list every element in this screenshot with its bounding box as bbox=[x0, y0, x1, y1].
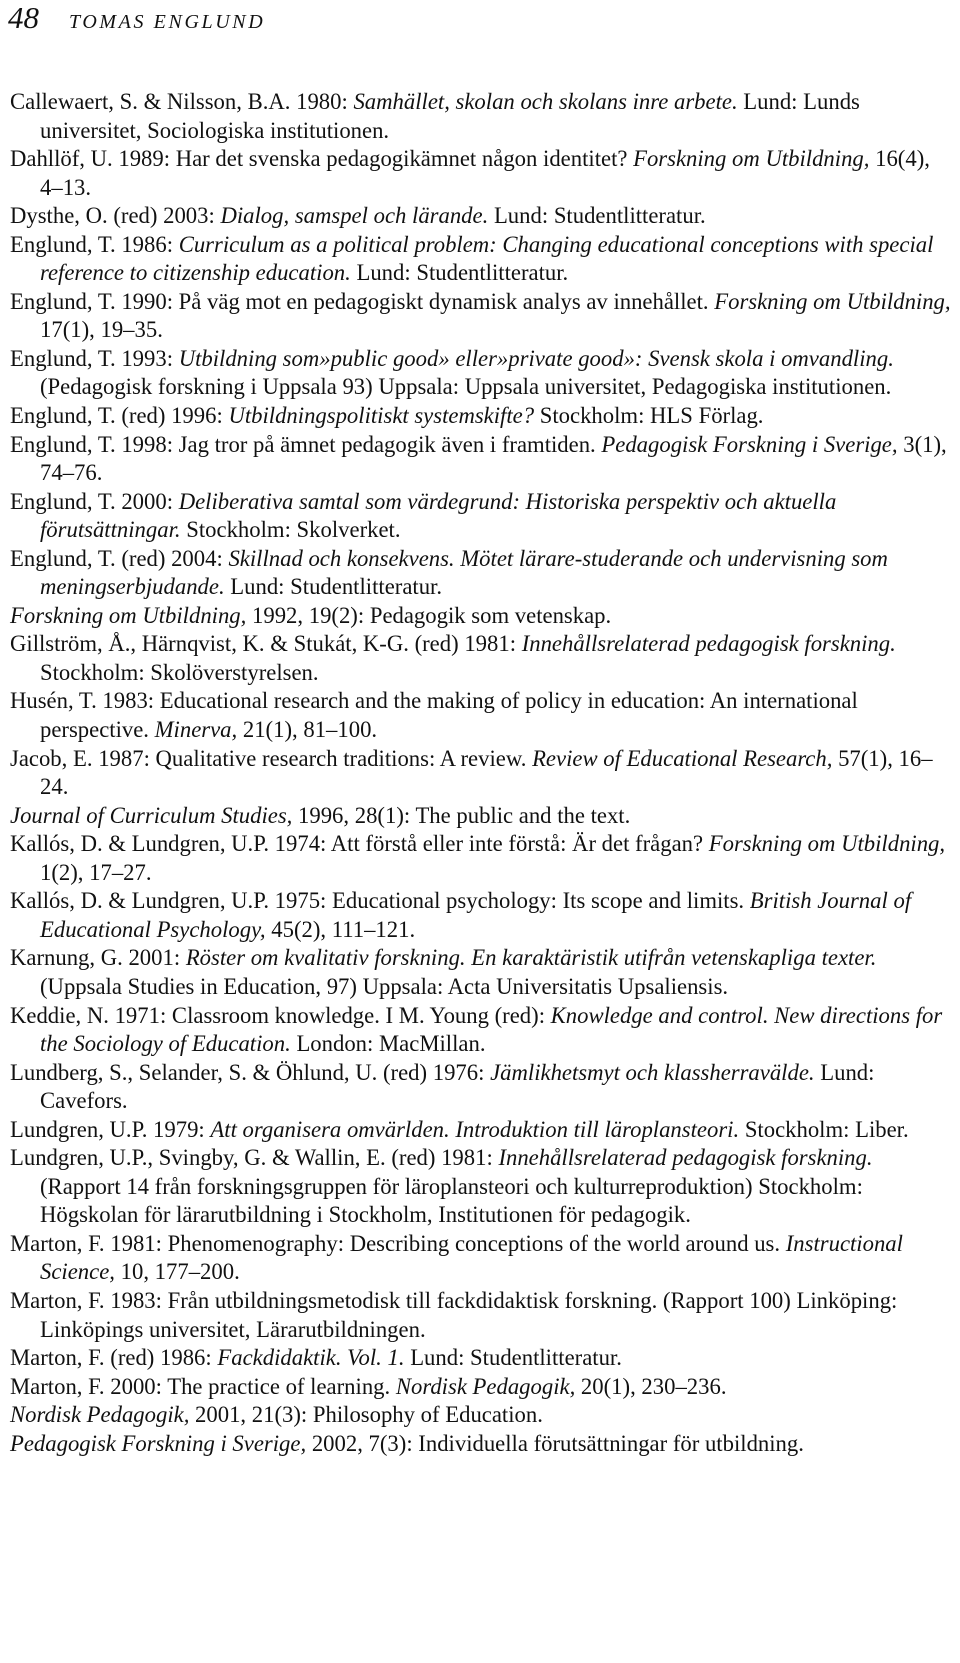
reference-entry bbox=[10, 830, 956, 887]
reference-text: Marton, F. 1983: Från utbildningsmetodisk till fackdidaktisk forskning. (Rapport 100) Linköping: Linköpings universitet, Lärarutbildningen. bbox=[10, 1287, 898, 1342]
reference-entry bbox=[10, 402, 956, 431]
reference-title-italic: Innehållsrelaterad pedagogisk forskning. bbox=[521, 631, 896, 657]
reference-text: 3(1), 74–76. bbox=[40, 431, 947, 486]
reference-title-italic: Forskning om Utbildning, bbox=[714, 288, 951, 314]
reference-title-italic: Forskning om Utbildning, bbox=[10, 602, 247, 628]
reference-text: 1992, 19(2): Pedagogik som vetenskap. bbox=[246, 602, 612, 628]
reference-entry bbox=[10, 745, 956, 802]
reference-title-italic: Jämlikhetsmyt och klassherravälde. bbox=[490, 1059, 815, 1085]
reference-title-italic: Minerva, bbox=[154, 717, 238, 743]
reference-entry bbox=[10, 1287, 956, 1344]
reference-title-italic: Instructional Science, bbox=[40, 1230, 903, 1285]
reference-entry bbox=[10, 602, 956, 631]
reference-text: Englund, T. 1998: Jag tror på ämnet pedagogik även i framtiden. bbox=[10, 431, 602, 457]
page-number: 48 bbox=[8, 0, 39, 35]
reference-title-italic: Pedagogisk Forskning i Sverige, bbox=[601, 431, 898, 457]
reference-text: 21(1), 81–100. bbox=[237, 717, 378, 743]
reference-text: Karnung, G. 2001: bbox=[10, 945, 186, 971]
reference-entry bbox=[10, 145, 956, 202]
reference-text: Stockholm: Skolverket. bbox=[180, 517, 401, 543]
reference-text: Marton, F. 1981: Phenomenography: Describing conceptions of the world around us. bbox=[10, 1230, 786, 1256]
reference-entry bbox=[10, 231, 956, 288]
reference-text: 16(4), 4–13. bbox=[40, 146, 930, 200]
reference-title-italic: Review of Educational Research, bbox=[532, 745, 833, 771]
reference-entry bbox=[10, 687, 956, 744]
reference-title-italic: Pedagogisk Forskning i Sverige, bbox=[10, 1430, 307, 1456]
reference-text: 45(2), 111–121. bbox=[265, 916, 416, 942]
reference-entry bbox=[10, 630, 956, 687]
reference-list bbox=[10, 88, 956, 1458]
reference-entry bbox=[10, 488, 956, 545]
reference-text: 17(1), 19–35. bbox=[40, 317, 163, 343]
reference-text: Keddie, N. 1971: Classroom knowledge. I M. Young (red): bbox=[10, 1002, 551, 1028]
reference-entry bbox=[10, 1373, 956, 1402]
reference-text: Jacob, E. 1987: Qualitative research traditions: A review. bbox=[10, 745, 533, 771]
reference-text: Kallós, D. & Lundgren, U.P. 1974: Att förstå eller inte förstå: Är det frågan? bbox=[10, 831, 709, 857]
reference-text: London: MacMillan. bbox=[290, 1031, 486, 1057]
reference-title-italic: Dialog, samspel och lärande. bbox=[220, 203, 489, 229]
reference-title-italic: Samhället, skolan och skolans inre arbete. bbox=[353, 89, 738, 114]
running-title: TOMAS ENGLUND bbox=[69, 11, 266, 33]
reference-text: 10, 177–200. bbox=[114, 1259, 240, 1285]
reference-text: Marton, F. 2000: The practice of learning. bbox=[10, 1373, 396, 1399]
reference-entry bbox=[10, 431, 956, 488]
reference-text: 1996, 28(1): The public and the text. bbox=[292, 802, 631, 828]
reference-text: Englund, T. (red) 2004: bbox=[10, 545, 229, 571]
running-header bbox=[8, 0, 265, 40]
reference-title-italic: Att organisera omvärlden. Introduktion till läroplansteori. bbox=[210, 1116, 740, 1142]
reference-title-italic: Fackdidaktik. Vol. 1. bbox=[217, 1345, 405, 1371]
reference-entry bbox=[10, 1230, 956, 1287]
reference-text: Lund: Studentlitteratur. bbox=[350, 260, 569, 286]
reference-text: Englund, T. 1990: På väg mot en pedagogiskt dynamisk analys av innehållet. bbox=[10, 288, 715, 314]
reference-title-italic: Skillnad och konsekvens. Mötet lärare-studerande och undervisning som meningserbjudande. bbox=[40, 545, 888, 600]
reference-entry bbox=[10, 1344, 956, 1373]
reference-text: Lund: Lunds universitet, Sociologiska institutionen. bbox=[40, 89, 860, 143]
reference-title-italic: British Journal of Educational Psychology, bbox=[40, 888, 912, 942]
reference-title-italic: Innehållsrelaterad pedagogisk forskning. bbox=[498, 1145, 873, 1171]
reference-text: 57(1), 16–24. bbox=[40, 745, 933, 800]
reference-entry bbox=[10, 88, 956, 145]
reference-text: Lund: Cavefors. bbox=[40, 1059, 875, 1114]
reference-text: (Pedagogisk forskning i Uppsala 93) Uppsala: Uppsala universitet, Pedagogiska institutionen. bbox=[40, 374, 892, 400]
reference-entry bbox=[10, 944, 956, 1001]
reference-title-italic: Deliberativa samtal som värdegrund: Historiska perspektiv och aktuella förutsättningar. bbox=[40, 488, 837, 543]
reference-title-italic: Nordisk Pedagogik, bbox=[395, 1373, 576, 1399]
reference-entry bbox=[10, 887, 956, 944]
reference-text: Englund, T. 1986: bbox=[10, 231, 179, 257]
reference-text: Gillström, Å., Härnqvist, K. & Stukát, K-G. (red) 1981: bbox=[10, 631, 522, 657]
reference-text: Englund, T. 2000: bbox=[10, 488, 179, 514]
reference-title-italic: Utbildning som»public good» eller»private good»: Svensk skola i omvandling. bbox=[178, 345, 894, 371]
reference-text: Stockholm: Skolöverstyrelsen. bbox=[40, 659, 319, 685]
reference-title-italic: Knowledge and control. New directions for the Sociology of Education. bbox=[40, 1002, 943, 1057]
reference-text: Lundberg, S., Selander, S. & Öhlund, U. (red) 1976: bbox=[10, 1059, 491, 1085]
reference-entry bbox=[10, 545, 956, 602]
reference-entry bbox=[10, 1430, 956, 1459]
reference-entry bbox=[10, 802, 956, 831]
reference-title-italic: Utbildningspolitiskt systemskifte? bbox=[228, 403, 535, 429]
reference-entry bbox=[10, 1116, 956, 1145]
reference-text: Lundgren, U.P. 1979: bbox=[10, 1116, 211, 1142]
reference-title-italic: Nordisk Pedagogik, bbox=[10, 1402, 190, 1428]
reference-text: Dahllöf, U. 1989: Har det svenska pedagogikämnet någon identitet? bbox=[10, 146, 634, 172]
reference-title-italic: Forskning om Utbildning, bbox=[633, 146, 870, 172]
reference-text: Husén, T. 1983: Educational research and the making of policy in education: An international perspective. bbox=[10, 688, 858, 743]
reference-text: Lund: Studentlitteratur. bbox=[404, 1345, 622, 1371]
reference-text: (Rapport 14 från forskningsgruppen för läroplansteori och kulturreproduktion) Stockholm: Högskolan för lärarutbildning i Stockholm, Institutionen för pedagogik. bbox=[40, 1173, 863, 1228]
reference-text: Callewaert, S. & Nilsson, B.A. 1980: bbox=[10, 89, 354, 114]
reference-text: Englund, T. 1993: bbox=[10, 345, 179, 371]
reference-text: Kallós, D. & Lundgren, U.P. 1975: Educational psychology: Its scope and limits. bbox=[10, 888, 750, 914]
reference-entry bbox=[10, 1002, 956, 1059]
reference-entry bbox=[10, 1144, 956, 1230]
reference-title-italic: Curriculum as a political problem: Changing educational conceptions with special reference to citizenship education. bbox=[40, 231, 934, 286]
reference-entry bbox=[10, 345, 956, 402]
reference-text: Stockholm: HLS Förlag. bbox=[534, 403, 764, 429]
reference-title-italic: Journal of Curriculum Studies, bbox=[10, 802, 293, 828]
reference-text: 20(1), 230–236. bbox=[575, 1373, 727, 1399]
reference-text: 1(2), 17–27. bbox=[40, 859, 152, 885]
reference-text: 2002, 7(3): Individuella förutsättningar för utbildning. bbox=[306, 1430, 804, 1456]
reference-title-italic: Forskning om Utbildning, bbox=[708, 831, 946, 857]
reference-entry bbox=[10, 202, 956, 231]
reference-text: (Uppsala Studies in Education, 97) Uppsala: Acta Universitatis Upsaliensis. bbox=[40, 973, 729, 999]
reference-text: Lund: Studentlitteratur. bbox=[488, 203, 706, 229]
reference-text: 2001, 21(3): Philosophy of Education. bbox=[189, 1402, 543, 1428]
reference-entry bbox=[10, 1401, 956, 1430]
reference-entry bbox=[10, 1059, 956, 1116]
reference-text: Dysthe, O. (red) 2003: bbox=[10, 203, 221, 229]
reference-text: Stockholm: Liber. bbox=[739, 1116, 909, 1142]
reference-text: Lundgren, U.P., Svingby, G. & Wallin, E. (red) 1981: bbox=[10, 1145, 499, 1171]
reference-text: Englund, T. (red) 1996: bbox=[10, 403, 229, 429]
reference-entry bbox=[10, 288, 956, 345]
reference-text: Lund: Studentlitteratur. bbox=[224, 574, 443, 600]
reference-title-italic: Röster om kvalitativ forskning. En karaktäristik utifrån vetenskapliga texter. bbox=[185, 945, 877, 971]
reference-text: Marton, F. (red) 1986: bbox=[10, 1345, 218, 1371]
